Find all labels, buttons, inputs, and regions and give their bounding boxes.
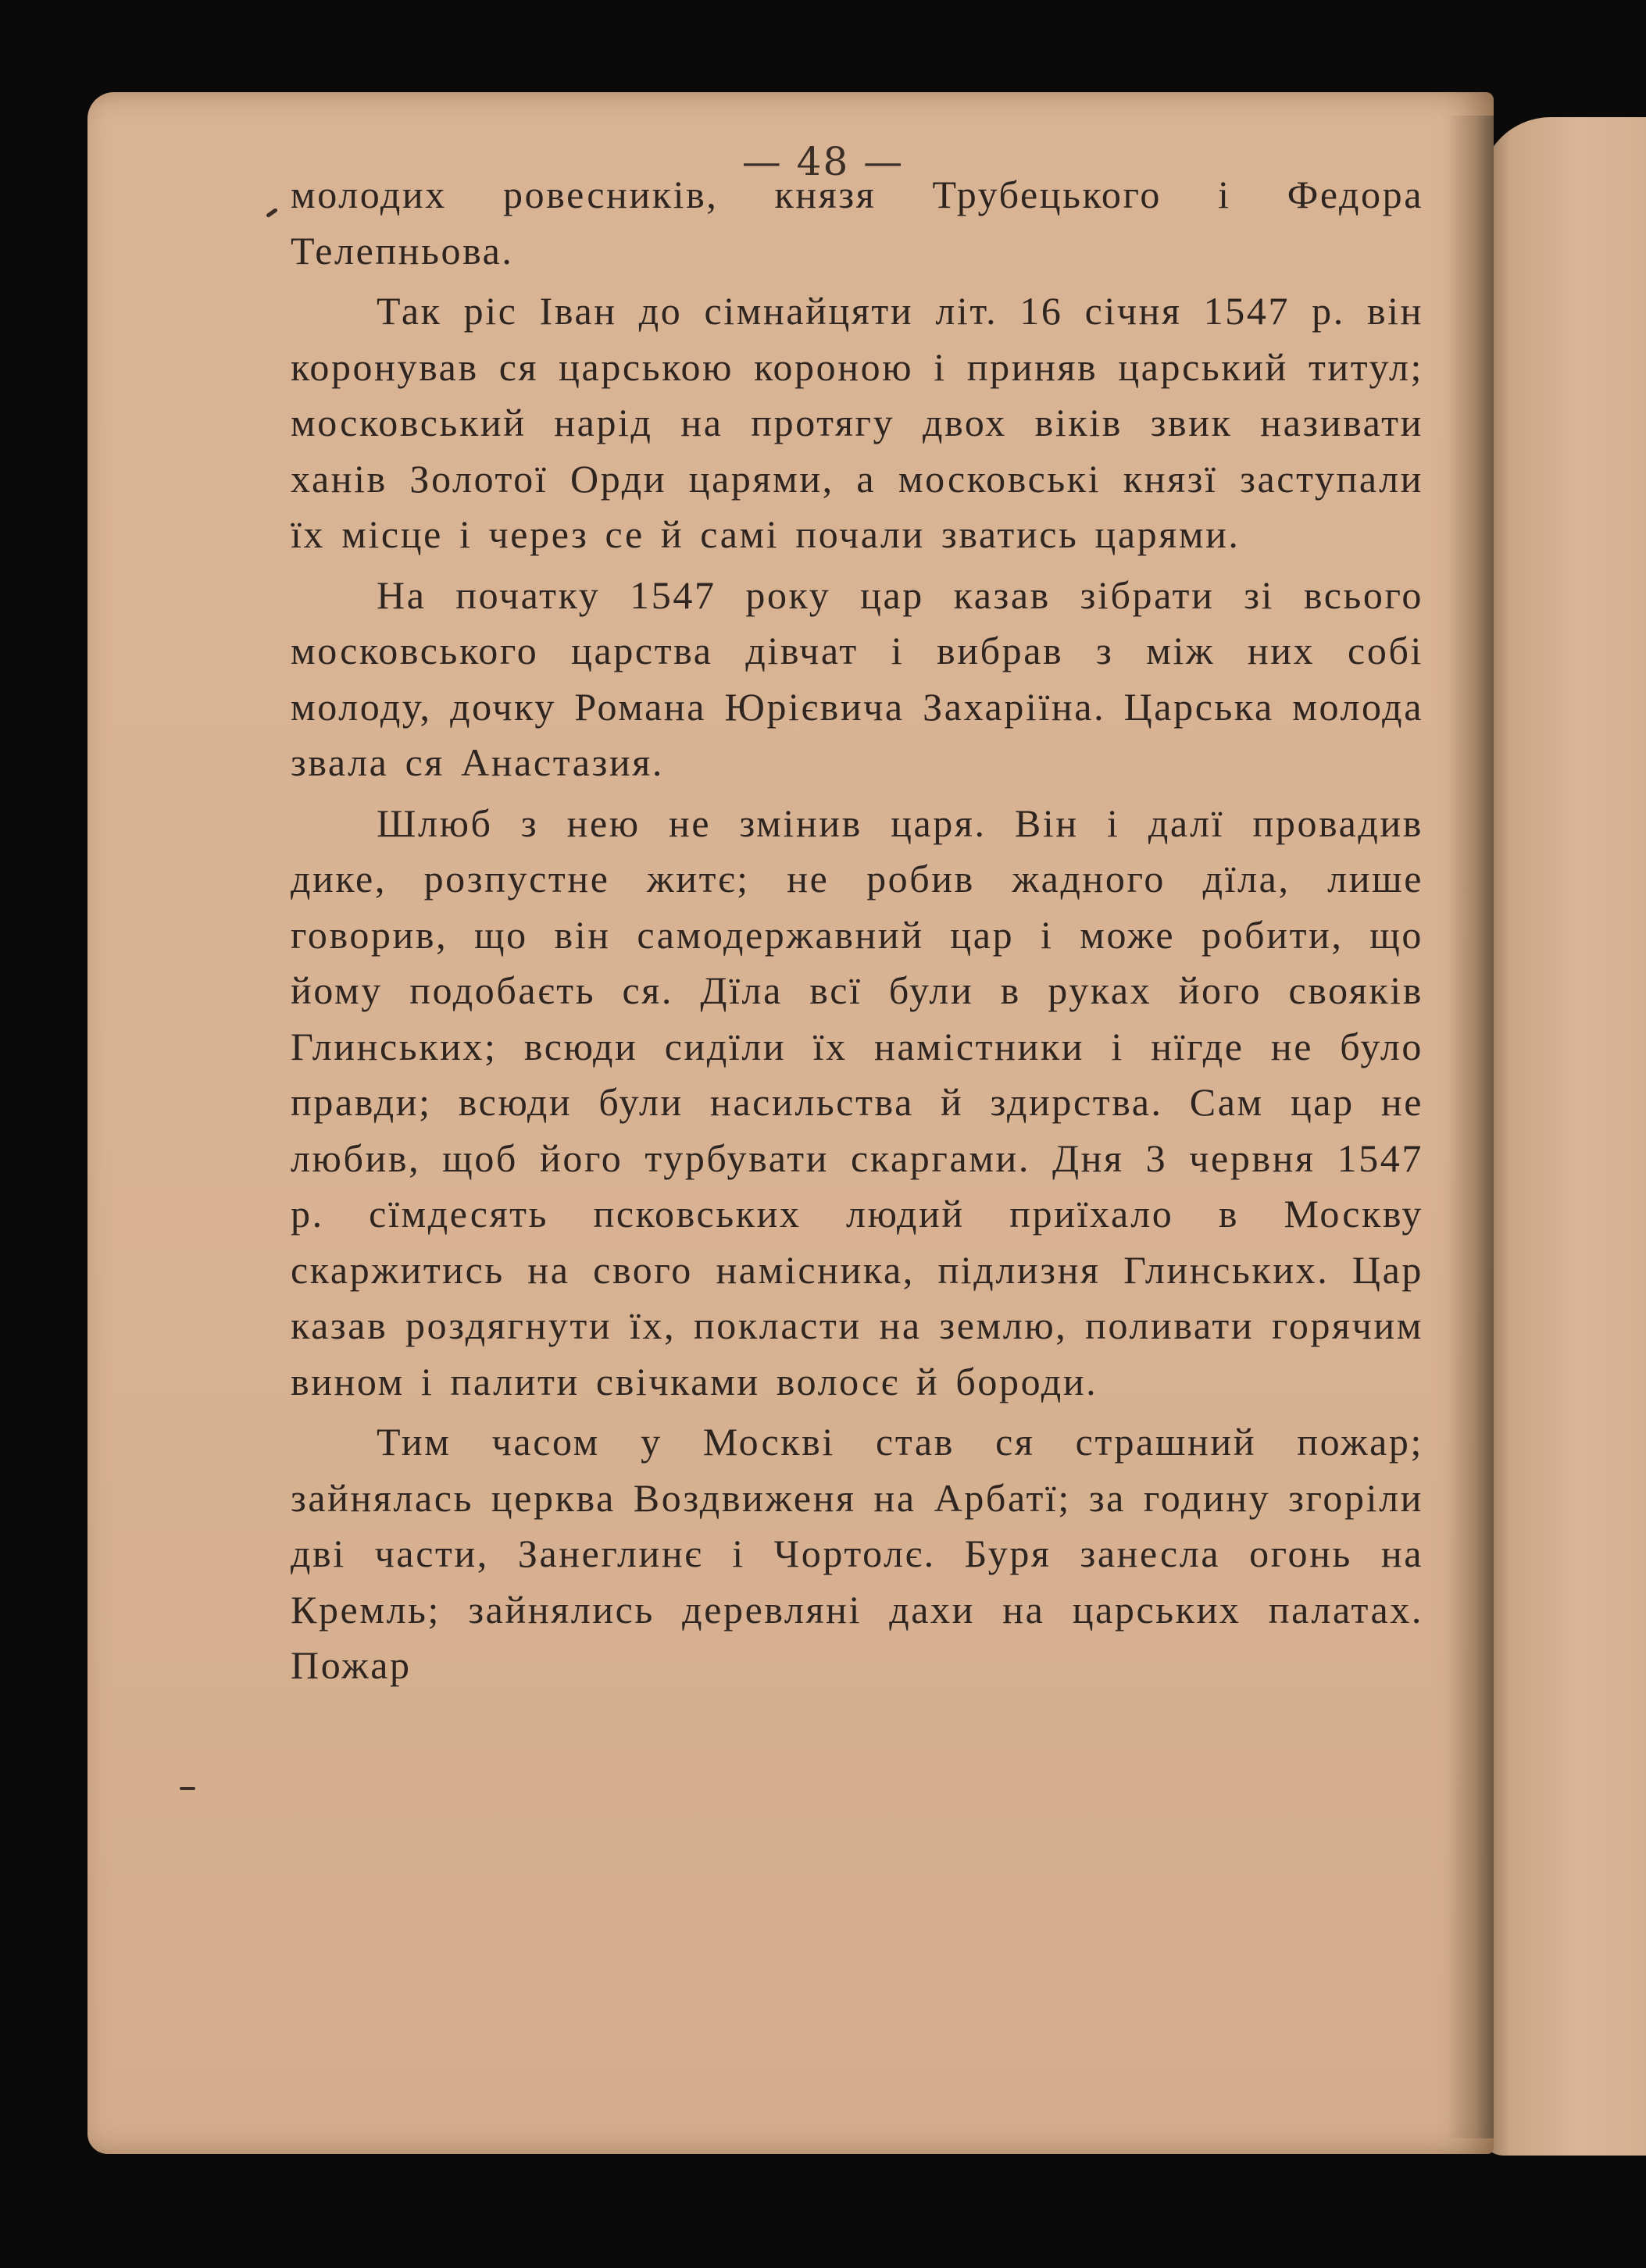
paragraph: Шлюб з нею не змінив царя. Він і далї провадив дике, розпустне житє; не робив жадного дїла, лише говорив, що він самодержавний цар і може робити, що йому подобаєть ся. Дїла всї були в руках його свояків Глинських; всюди сидїли їх намістники і нїгде не було правди; всюди були насильства й здирства. Сам цар не любив, щоб його турбувати скаргами. Дня 3 червня 1547 р. сїмдесять псковських людий приїхало в Москву скаржитись на свого намісника, підлизня Глинських. Цар казав роздягнути їх, покласти на землю, поливати горячим вином і палити свічками волосє й бороди. — [291, 801, 1423, 1403]
page-body-text — [291, 167, 1423, 1694]
paragraph: молодих ровесників, князя Трубецького і Федора Телепньова. — [291, 173, 1423, 273]
paragraph: Так ріс Іван до сімнайцяти літ. 16 січня 1547 р. він коронував ся царською короною і приняв царський титул; московський нарід на протягу двох віків звик називати ханів Золотої Орди царями, а московські князї заступали їх місце і через се й самі почали зватись царями. — [291, 289, 1423, 556]
paragraph: Тим часом у Москві став ся страшний пожар; зайнялась церква Воздвиженя на Арбатї; за годину згоріли дві части, Занеглинє і Чортолє. Буря занесла огонь на Кремль; зайнялись деревляні дахи на царських палатах. Пожар — [291, 1420, 1423, 1687]
paragraph: На початку 1547 року цар казав зібрати зі всього московського царства дівчат і вибрав з між них собі молоду, дочку Романа Юрієвича Захаріїна. Царська молода звала ся Анастазия. — [291, 572, 1423, 784]
facing-page-edge — [1480, 117, 1646, 2156]
page-number-header: — 48 — — [741, 139, 905, 184]
pencil-mark — [266, 208, 278, 218]
pencil-mark — [180, 1787, 195, 1790]
